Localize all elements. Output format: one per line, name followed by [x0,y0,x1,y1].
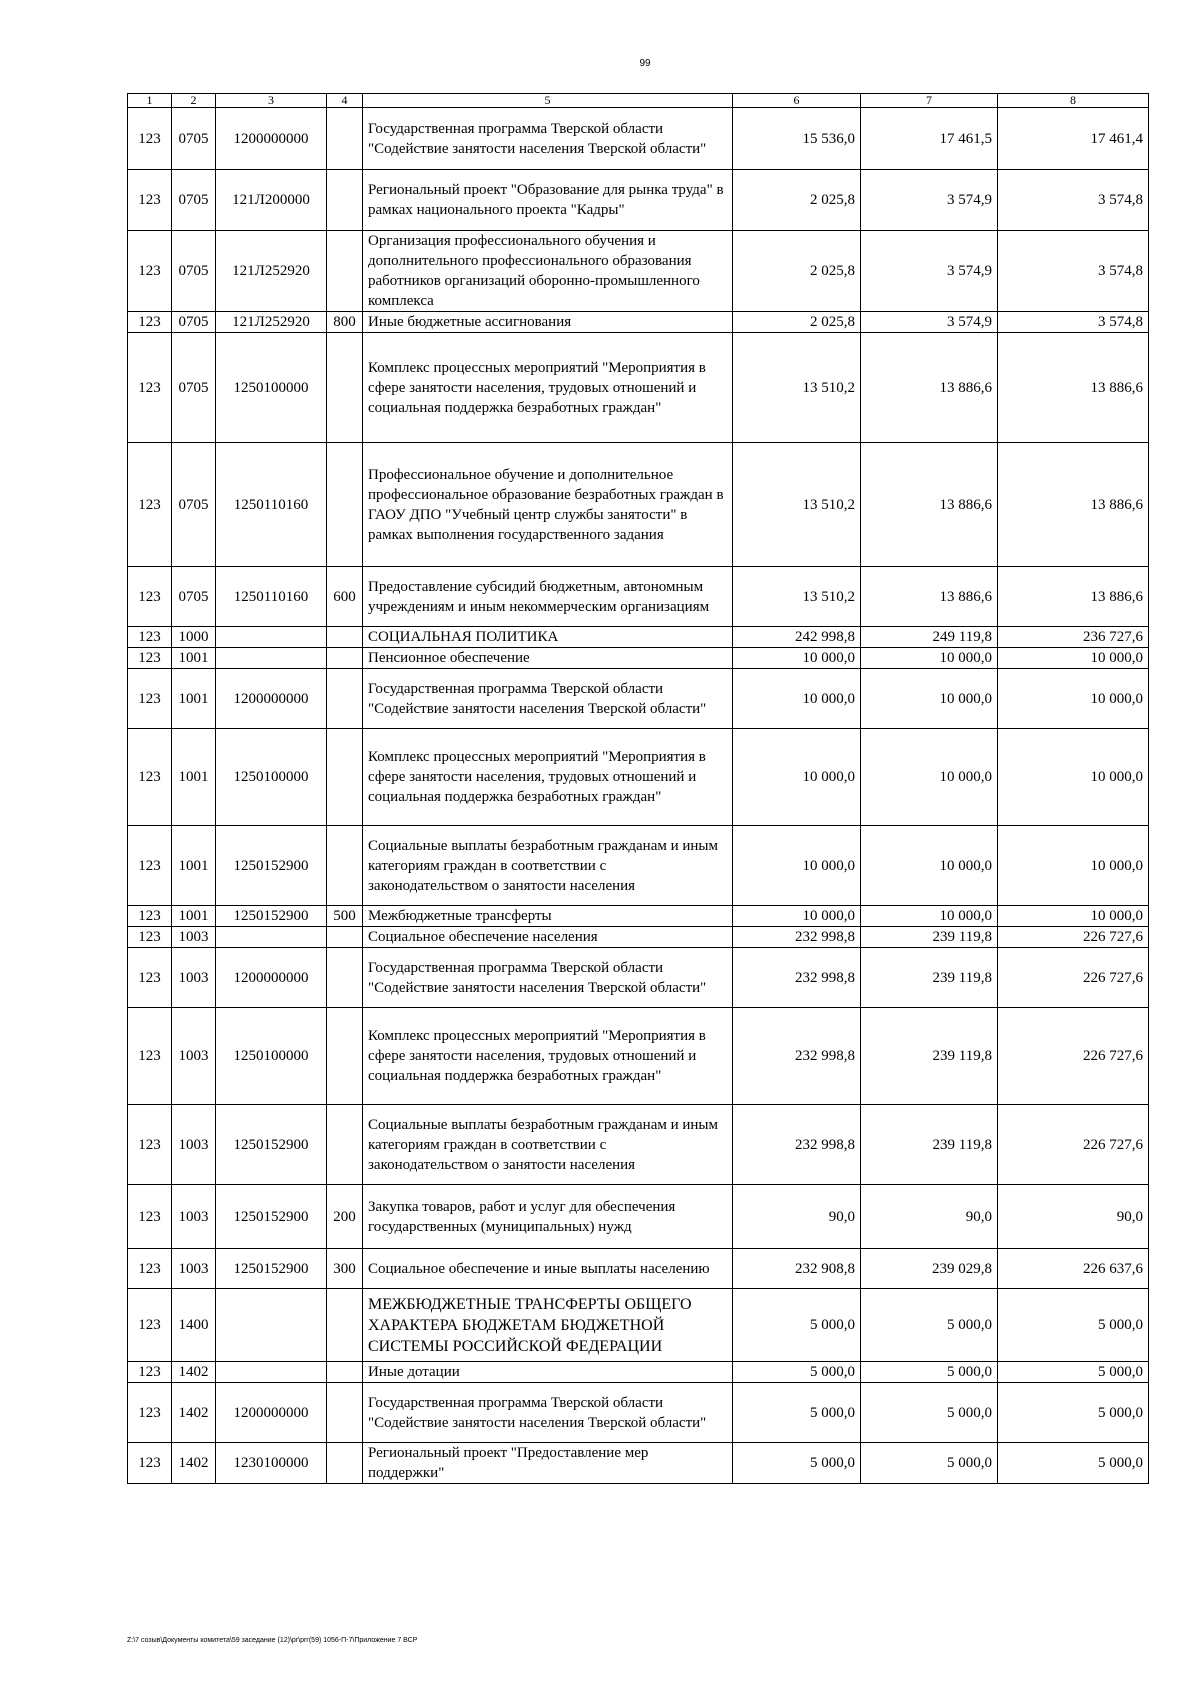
description-cell: Социальное обеспечение населения [363,927,733,948]
section-code-cell: 123 [128,567,172,627]
subsection-code-cell: 1402 [172,1443,216,1484]
subsection-code-cell: 1402 [172,1383,216,1443]
amount-year1-cell: 232 998,8 [733,948,861,1008]
amount-year1-cell: 13 510,2 [733,443,861,567]
description-cell: Профессиональное обучение и дополнительное профессиональное образование безработных граждан в ГАОУ ДПО "Учебный центр службы занятости" в рамках выполнения государственного задания [363,443,733,567]
description-cell: СОЦИАЛЬНАЯ ПОЛИТИКА [363,627,733,648]
amount-year1-cell: 242 998,8 [733,627,861,648]
table-row [128,669,1149,729]
subsection-code-cell: 1003 [172,1008,216,1105]
expense-type-cell [327,1443,363,1484]
section-code-cell: 123 [128,648,172,669]
table-row [128,231,1149,312]
expense-type-cell [327,231,363,312]
section-code-cell: 123 [128,231,172,312]
expense-type-cell [327,627,363,648]
description-cell: Иные дотации [363,1362,733,1383]
subsection-code-cell: 0705 [172,443,216,567]
amount-year2-cell: 10 000,0 [861,669,998,729]
subsection-code-cell: 1400 [172,1289,216,1362]
section-code-cell: 123 [128,1289,172,1362]
description-cell: Организация профессионального обучения и дополнительного профессионального образования работников организаций оборонно-промышленного комплекса [363,231,733,312]
table-row [128,826,1149,906]
subsection-code-cell: 1001 [172,826,216,906]
amount-year1-cell: 10 000,0 [733,729,861,826]
expense-type-cell [327,170,363,231]
expense-type-cell: 500 [327,906,363,927]
amount-year2-cell: 239 119,8 [861,927,998,948]
amount-year3-cell: 10 000,0 [998,729,1149,826]
table-row [128,906,1149,927]
table-row [128,927,1149,948]
target-article-cell: 1250152900 [216,826,327,906]
target-article-cell: 1250100000 [216,729,327,826]
amount-year2-cell: 13 886,6 [861,567,998,627]
amount-year2-cell: 239 029,8 [861,1249,998,1289]
amount-year3-cell: 10 000,0 [998,906,1149,927]
expense-type-cell [327,1362,363,1383]
expense-type-cell [327,729,363,826]
section-code-cell: 123 [128,669,172,729]
page-number: 99 [639,58,651,69]
target-article-cell: 121Л252920 [216,231,327,312]
subsection-code-cell: 0705 [172,170,216,231]
section-code-cell: 123 [128,826,172,906]
amount-year3-cell: 226 727,6 [998,948,1149,1008]
target-article-cell: 1200000000 [216,108,327,170]
section-code-cell: 123 [128,948,172,1008]
amount-year1-cell: 5 000,0 [733,1362,861,1383]
amount-year1-cell: 10 000,0 [733,826,861,906]
table-row [128,333,1149,443]
amount-year3-cell: 3 574,8 [998,170,1149,231]
subsection-code-cell: 0705 [172,231,216,312]
subsection-code-cell: 0705 [172,312,216,333]
target-article-cell: 1230100000 [216,1443,327,1484]
column-header: 2 [172,94,216,108]
table-row [128,443,1149,567]
amount-year2-cell: 10 000,0 [861,826,998,906]
description-cell: Государственная программа Тверской области "Содействие занятости населения Тверской области" [363,108,733,170]
table-row [128,1383,1149,1443]
amount-year1-cell: 5 000,0 [733,1383,861,1443]
amount-year3-cell: 10 000,0 [998,669,1149,729]
expense-type-cell [327,1383,363,1443]
target-article-cell [216,627,327,648]
table-row [128,1185,1149,1249]
expense-type-cell [327,108,363,170]
section-code-cell: 123 [128,927,172,948]
amount-year1-cell: 232 998,8 [733,927,861,948]
amount-year2-cell: 5 000,0 [861,1383,998,1443]
amount-year1-cell: 2 025,8 [733,170,861,231]
table-header-row [128,94,1149,108]
amount-year1-cell: 10 000,0 [733,669,861,729]
description-cell: Предоставление субсидий бюджетным, автономным учреждениям и иным некоммерческим организациям [363,567,733,627]
description-cell: Социальные выплаты безработным гражданам и иным категориям граждан в соответствии с законодательством о занятости населения [363,1105,733,1185]
section-code-cell: 123 [128,1185,172,1249]
section-code-cell: 123 [128,1362,172,1383]
amount-year3-cell: 226 727,6 [998,1105,1149,1185]
target-article-cell: 121Л252920 [216,312,327,333]
amount-year2-cell: 249 119,8 [861,627,998,648]
amount-year3-cell: 90,0 [998,1185,1149,1249]
amount-year2-cell: 239 119,8 [861,948,998,1008]
amount-year3-cell: 5 000,0 [998,1362,1149,1383]
amount-year2-cell: 239 119,8 [861,1008,998,1105]
expense-type-cell [327,1008,363,1105]
subsection-code-cell: 1003 [172,1249,216,1289]
subsection-code-cell: 1001 [172,906,216,927]
amount-year3-cell: 5 000,0 [998,1289,1149,1362]
target-article-cell [216,1362,327,1383]
target-article-cell: 1250152900 [216,1105,327,1185]
amount-year3-cell: 13 886,6 [998,443,1149,567]
subsection-code-cell: 1003 [172,927,216,948]
amount-year3-cell: 226 727,6 [998,1008,1149,1105]
amount-year3-cell: 226 727,6 [998,927,1149,948]
amount-year2-cell: 3 574,9 [861,170,998,231]
target-article-cell [216,1289,327,1362]
table-row [128,567,1149,627]
section-code-cell: 123 [128,1249,172,1289]
amount-year1-cell: 5 000,0 [733,1289,861,1362]
description-cell: Региональный проект "Образование для рынка труда" в рамках национального проекта "Кадры" [363,170,733,231]
section-code-cell: 123 [128,1008,172,1105]
section-code-cell: 123 [128,1443,172,1484]
description-cell: Закупка товаров, работ и услуг для обеспечения государственных (муниципальных) нужд [363,1185,733,1249]
expense-type-cell [327,333,363,443]
target-article-cell: 1250100000 [216,1008,327,1105]
amount-year2-cell: 5 000,0 [861,1443,998,1484]
target-article-cell [216,648,327,669]
amount-year2-cell: 239 119,8 [861,1105,998,1185]
subsection-code-cell: 1003 [172,1185,216,1249]
description-cell: Социальное обеспечение и иные выплаты населению [363,1249,733,1289]
column-header: 7 [861,94,998,108]
table-row [128,1105,1149,1185]
subsection-code-cell: 1000 [172,627,216,648]
amount-year1-cell: 10 000,0 [733,906,861,927]
section-code-cell: 123 [128,1383,172,1443]
table-row [128,108,1149,170]
expense-type-cell [327,1105,363,1185]
section-code-cell: 123 [128,312,172,333]
table-row [128,948,1149,1008]
amount-year3-cell: 3 574,8 [998,231,1149,312]
section-code-cell: 123 [128,170,172,231]
amount-year1-cell: 13 510,2 [733,333,861,443]
table-row [128,729,1149,826]
budget-table [127,93,1149,1484]
description-cell: Межбюджетные трансферты [363,906,733,927]
amount-year2-cell: 3 574,9 [861,231,998,312]
amount-year1-cell: 232 998,8 [733,1105,861,1185]
description-cell: Комплекс процессных мероприятий "Мероприятия в сфере занятости населения, трудовых отношений и социальная поддержка безработных граждан" [363,729,733,826]
table-row [128,1443,1149,1484]
amount-year1-cell: 13 510,2 [733,567,861,627]
target-article-cell: 121Л200000 [216,170,327,231]
amount-year3-cell: 13 886,6 [998,567,1149,627]
amount-year2-cell: 5 000,0 [861,1289,998,1362]
target-article-cell: 1200000000 [216,1383,327,1443]
amount-year2-cell: 10 000,0 [861,906,998,927]
amount-year2-cell: 10 000,0 [861,648,998,669]
description-cell: Государственная программа Тверской области "Содействие занятости населения Тверской области" [363,1383,733,1443]
description-cell: Комплекс процессных мероприятий "Мероприятия в сфере занятости населения, трудовых отношений и социальная поддержка безработных граждан" [363,333,733,443]
column-header: 5 [363,94,733,108]
section-code-cell: 123 [128,443,172,567]
amount-year1-cell: 5 000,0 [733,1443,861,1484]
amount-year3-cell: 10 000,0 [998,648,1149,669]
column-header: 1 [128,94,172,108]
amount-year1-cell: 90,0 [733,1185,861,1249]
table-row [128,1289,1149,1362]
subsection-code-cell: 0705 [172,333,216,443]
subsection-code-cell: 1001 [172,729,216,826]
section-code-cell: 123 [128,333,172,443]
amount-year2-cell: 13 886,6 [861,333,998,443]
description-cell: Пенсионное обеспечение [363,648,733,669]
amount-year2-cell: 3 574,9 [861,312,998,333]
target-article-cell [216,927,327,948]
target-article-cell: 1250152900 [216,1185,327,1249]
amount-year2-cell: 10 000,0 [861,729,998,826]
expense-type-cell: 600 [327,567,363,627]
column-header: 6 [733,94,861,108]
target-article-cell: 1200000000 [216,669,327,729]
target-article-cell: 1250100000 [216,333,327,443]
target-article-cell: 1250152900 [216,906,327,927]
target-article-cell: 1250110160 [216,567,327,627]
expense-type-cell [327,443,363,567]
amount-year3-cell: 17 461,4 [998,108,1149,170]
target-article-cell: 1250110160 [216,443,327,567]
column-header: 4 [327,94,363,108]
expense-type-cell [327,669,363,729]
subsection-code-cell: 1003 [172,1105,216,1185]
subsection-code-cell: 1003 [172,948,216,1008]
amount-year2-cell: 5 000,0 [861,1362,998,1383]
table-row [128,312,1149,333]
expense-type-cell: 200 [327,1185,363,1249]
amount-year1-cell: 2 025,8 [733,231,861,312]
subsection-code-cell: 0705 [172,108,216,170]
description-cell: Региональный проект "Предоставление мер поддержки" [363,1443,733,1484]
section-code-cell: 123 [128,1105,172,1185]
description-cell: Социальные выплаты безработным гражданам и иным категориям граждан в соответствии с законодательством о занятости населения [363,826,733,906]
subsection-code-cell: 1001 [172,669,216,729]
description-cell: Иные бюджетные ассигнования [363,312,733,333]
expense-type-cell: 300 [327,1249,363,1289]
amount-year3-cell: 5 000,0 [998,1443,1149,1484]
target-article-cell: 1250152900 [216,1249,327,1289]
amount-year1-cell: 10 000,0 [733,648,861,669]
table-row [128,1249,1149,1289]
expense-type-cell [327,826,363,906]
amount-year1-cell: 2 025,8 [733,312,861,333]
column-header: 3 [216,94,327,108]
description-cell: Государственная программа Тверской области "Содействие занятости населения Тверской области" [363,948,733,1008]
amount-year3-cell: 236 727,6 [998,627,1149,648]
amount-year3-cell: 5 000,0 [998,1383,1149,1443]
table-row [128,1008,1149,1105]
amount-year2-cell: 13 886,6 [861,443,998,567]
section-code-cell: 123 [128,108,172,170]
amount-year2-cell: 17 461,5 [861,108,998,170]
amount-year2-cell: 90,0 [861,1185,998,1249]
description-cell: Комплекс процессных мероприятий "Мероприятия в сфере занятости населения, трудовых отношений и социальная поддержка безработных граждан" [363,1008,733,1105]
expense-type-cell: 800 [327,312,363,333]
subsection-code-cell: 1001 [172,648,216,669]
expense-type-cell [327,927,363,948]
file-path-footer: Z:\7 созыв\Документы комитета\59 заседание (12)\pr\prг(59) 1056-П-7\Приложение 7 ВСР [127,1637,418,1644]
table-row [128,1362,1149,1383]
target-article-cell: 1200000000 [216,948,327,1008]
amount-year1-cell: 232 998,8 [733,1008,861,1105]
column-header: 8 [998,94,1149,108]
section-code-cell: 123 [128,906,172,927]
amount-year1-cell: 232 908,8 [733,1249,861,1289]
description-cell: Государственная программа Тверской области "Содействие занятости населения Тверской области" [363,669,733,729]
table-row [128,648,1149,669]
table-row [128,170,1149,231]
amount-year1-cell: 15 536,0 [733,108,861,170]
amount-year3-cell: 13 886,6 [998,333,1149,443]
expense-type-cell [327,648,363,669]
amount-year3-cell: 10 000,0 [998,826,1149,906]
subsection-code-cell: 1402 [172,1362,216,1383]
description-cell: МЕЖБЮДЖЕТНЫЕ ТРАНСФЕРТЫ ОБЩЕГО ХАРАКТЕРА БЮДЖЕТАМ БЮДЖЕТНОЙ СИСТЕМЫ РОССИЙСКОЙ ФЕДЕРАЦИИ [363,1289,733,1362]
expense-type-cell [327,948,363,1008]
section-code-cell: 123 [128,729,172,826]
table-row [128,627,1149,648]
section-code-cell: 123 [128,627,172,648]
subsection-code-cell: 0705 [172,567,216,627]
amount-year3-cell: 3 574,8 [998,312,1149,333]
amount-year3-cell: 226 637,6 [998,1249,1149,1289]
expense-type-cell [327,1289,363,1362]
